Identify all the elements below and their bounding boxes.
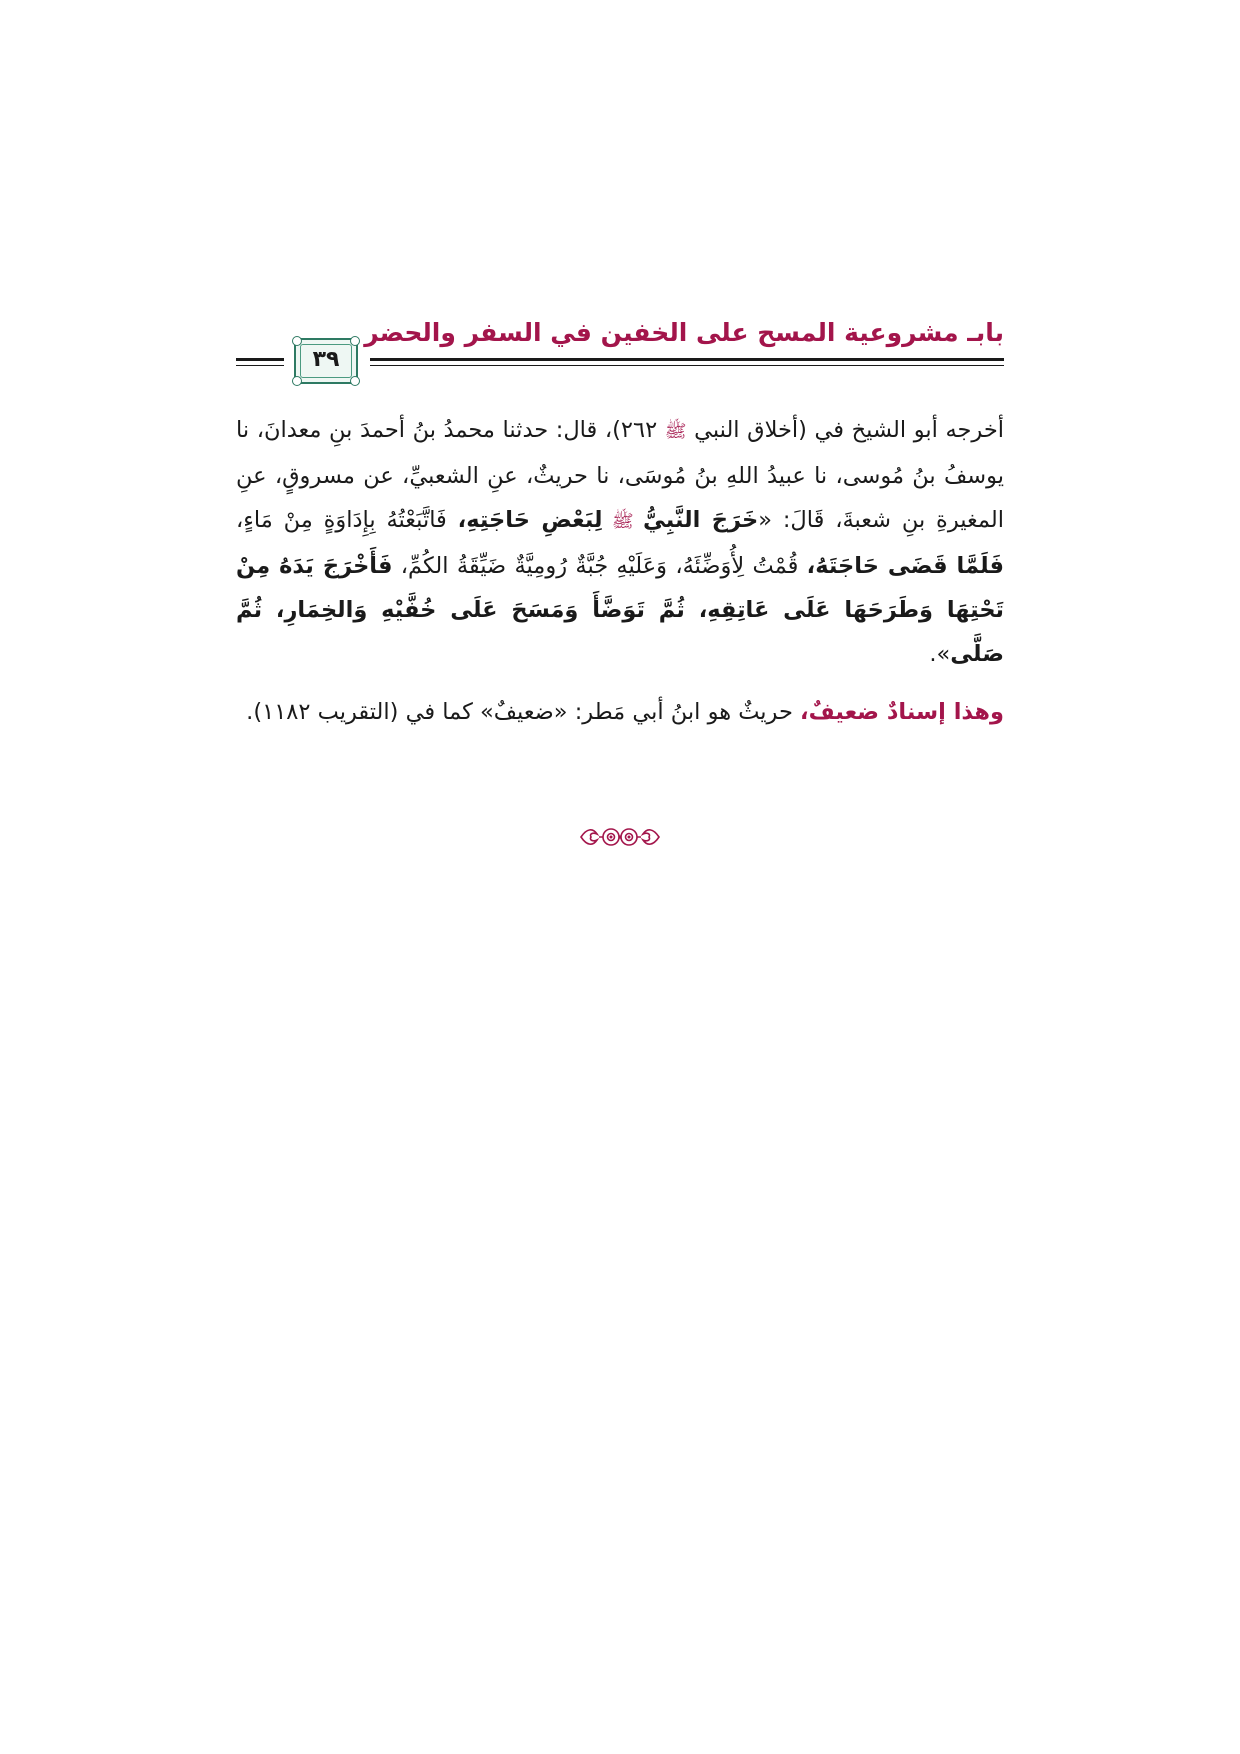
header-rule-left-bottom <box>236 365 284 366</box>
floral-ornament-icon <box>577 822 663 852</box>
badge-corner-icon <box>292 376 302 386</box>
hadith-paragraph <box>236 408 1004 676</box>
grading-verdict: وهذا إسنادٌ ضعيفٌ، <box>800 699 1004 725</box>
salla-symbol: ﷺ <box>664 421 687 442</box>
hadith-text: ٢٦٢)، قال: حدثنا محمدُ بنُ أحمدَ بنِ معدانَ، نا يوسفُ بنُ مُوسى، نا عبيدُ اللهِ بنُ مُوسَى، نا حريثٌ، عنِ الشعبيِّ، عن مسروقٍ، عنِ المغيرةِ بنِ شعبةَ، قَالَ: « <box>236 417 1005 533</box>
header-rule-bottom <box>370 365 1004 366</box>
header-rule-left-top <box>236 358 284 361</box>
salla-symbol: ﷺ <box>602 511 643 532</box>
body-text <box>236 408 1004 734</box>
grading-text: حريثٌ هو ابنُ أبي مَطر: «ضعيفٌ» كما في (التقريب ١١٨٢). <box>246 699 801 725</box>
chapter-title: بابـ مشروعية المسح على الخفين في السفر والحضر <box>364 318 1004 347</box>
header-rule-top <box>370 358 1004 361</box>
hadith-text: أخرجه أبو الشيخ في (أخلاق النبي <box>686 417 1004 443</box>
badge-corner-icon <box>292 336 302 346</box>
hadith-bold-text: خَرَجَ النَّبِيُّ <box>643 507 759 533</box>
badge-corner-icon <box>350 376 360 386</box>
hadith-text: قُمْتُ لِأُوَضِّئَهُ، وَعَلَيْهِ جُبَّةٌ رُومِيَّةٌ ضَيِّقَةُ الكُمِّ، <box>392 553 807 579</box>
hadith-text: فَاتَّبَعْتُهُ بِإِدَاوَةٍ مِنْ مَاءٍ، <box>236 507 458 533</box>
badge-corner-icon <box>350 336 360 346</box>
hadith-bold-text: فَأَخْرَجَ يَدَهُ مِنْ تَحْتِهَا وَطَرَحَهَا عَلَى عَاتِقِهِ، ثُمَّ تَوَضَّأَ وَمَسَحَ عَلَى خُفَّيْهِ وَالخِمَارِ، ثُمَّ صَلَّى <box>236 553 1004 667</box>
grading-paragraph <box>236 690 1004 734</box>
hadith-text: ». <box>929 641 951 667</box>
hadith-bold-text: لِبَعْضِ حَاجَتِهِ، <box>457 507 603 533</box>
page-header <box>236 318 1004 388</box>
hadith-bold-text: فَلَمَّا قَضَى حَاجَتَهُ، <box>806 553 1004 579</box>
page-number-badge <box>294 338 358 384</box>
page-number: ٣٩ <box>312 347 340 372</box>
